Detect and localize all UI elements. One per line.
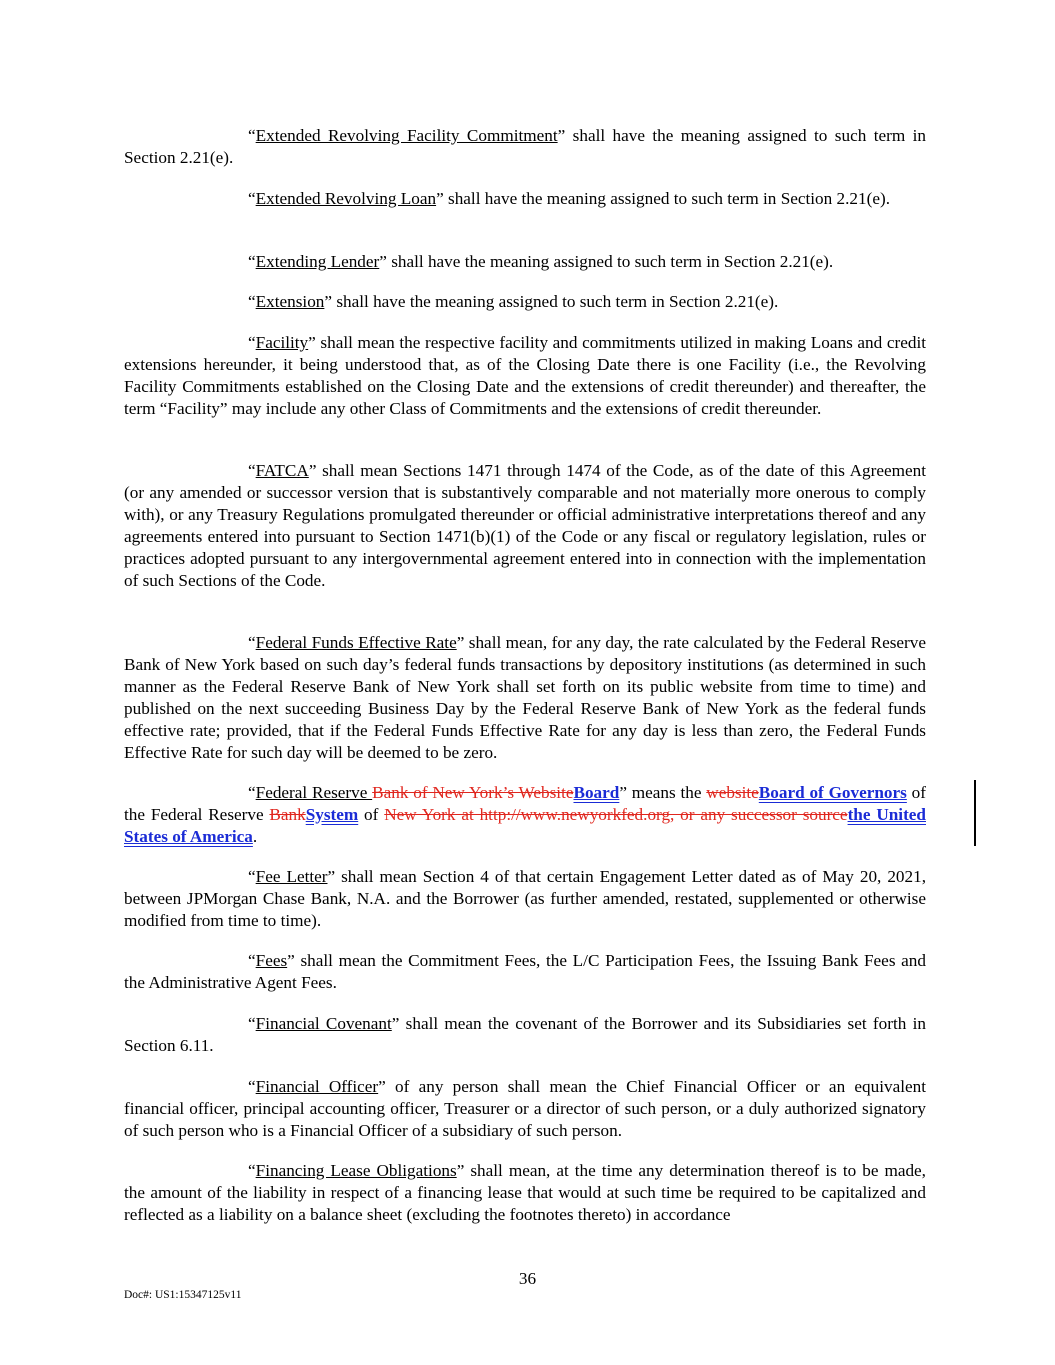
- definition-financing-lease-obligations: “Financing Lease Obligations” shall mean, at the time any determination thereof is to be made, the amount of the liability in respect of a financing lease that would at such time be required to be capitalized and reflected as a liability on a balance sheet (excluding the footnotes thereto) in accordance: [124, 1161, 926, 1224]
- definition-federal-reserve-board-redline: “Federal Reserve Bank of New York’s WebsiteBoard” means the websiteBoard of Governors of the Federal Reserve BankSystem of New York at http://www.newyorkfed.org, or any successor sourcethe United States of America.: [124, 783, 926, 846]
- definition-text: ” shall mean, for any day, the rate calculated by the Federal Reserve Bank of New York based on such day’s federal funds transactions by depository institutions (as determined in such manner as the Federal Reserve Bank of New York shall set forth on its public website from time to time) and published on the next succeeding Business Day by the Federal Reserve Bank of New York as the federal funds effective rate; provided, that if the Federal Funds Effective Rate for any day is less than zero, the Federal Funds Effective Rate for such day will be deemed to be zero.: [124, 633, 926, 762]
- revision-change-bar: [974, 780, 976, 846]
- defined-term: Facility: [255, 333, 309, 352]
- deleted-text: Bank of New York’s Website: [372, 783, 574, 802]
- inserted-text: the United States of America: [124, 805, 926, 846]
- definition-fees: “Fees” shall mean the Commitment Fees, the L/C Participation Fees, the Issuing Bank Fees and the Administrative Agent Fees.: [124, 951, 926, 992]
- definition-text: ” shall mean the respective facility and commitments utilized in making Loans and credit extensions hereunder, it being understood that, as of the Closing Date there is one Facility (i.e., the Revolving Facility Commitments established on the Closing Date and the extensions of credit thereunder) and thereafter, the term “Facility” may include any other Class of Commitments and the extensions of credit thereunder.: [124, 333, 926, 418]
- defined-term: Fees: [255, 951, 288, 970]
- definition-text: ” shall mean, at the time any determination thereof is to be made, the amount of the liability in respect of a financing lease that would at such time be required to be capitalized and reflected as a liability on a balance sheet (excluding the footnotes thereto) in accordance: [124, 1161, 926, 1224]
- defined-term: Extended Revolving Facility Commitment: [255, 126, 558, 145]
- definition-text: ” shall have the meaning assigned to such term in Section 2.21(e).: [324, 292, 779, 311]
- defined-term: Fee Letter: [255, 867, 328, 886]
- definition-fatca: “FATCA” shall mean Sections 1471 through 1474 of the Code, as of the date of this Agreement (or any amended or successor version that is substantively comparable and not materially more onerous to comply with), or any Treasury Regulations promulgated thereunder or official administrative interpretations thereof and any agreements entered into pursuant to Section 1471(b)(1) of the Code or any fiscal or regulatory legislation, rules or practices adopted pursuant to any intergovernmental agreement entered into in connection with the implementation of such Sections of the Code.: [124, 461, 926, 590]
- definition-extended-revolving-facility-commitment: “Extended Revolving Facility Commitment” shall have the meaning assigned to such term in Section 2.21(e).: [124, 126, 926, 167]
- definition-extended-revolving-loan: “Extended Revolving Loan” shall have the meaning assigned to such term in Section 2.21(e).: [248, 189, 890, 208]
- defined-term: Extending Lender: [255, 252, 380, 271]
- defined-term: Federal Funds Effective Rate: [255, 633, 457, 652]
- definition-text: ” shall have the meaning assigned to such term in Section 2.21(e).: [124, 126, 926, 167]
- deleted-text: Bank: [269, 805, 306, 824]
- defined-term: Financing Lease Obligations: [255, 1161, 457, 1180]
- defined-term: Extension: [255, 292, 325, 311]
- definition-extending-lender: “Extending Lender” shall have the meaning assigned to such term in Section 2.21(e).: [248, 252, 834, 271]
- inserted-text: Board: [573, 783, 620, 802]
- definition-text: ” of any person shall mean the Chief Financial Officer or an equivalent financial officer, principal accounting officer, Treasurer or a director of such person, or a duly authorized signatory of such person who is a Financial Officer of a subsidiary of such person.: [124, 1077, 926, 1140]
- definition-federal-funds-effective-rate: “Federal Funds Effective Rate” shall mean, for any day, the rate calculated by the Federal Reserve Bank of New York based on such day’s federal funds transactions by depository institutions (as determined in such manner as the Federal Reserve Bank of New York shall set forth on its public website from time to time) and published on the next succeeding Business Day by the Federal Reserve Bank of New York as the federal funds effective rate; provided, that if the Federal Funds Effective Rate for any day is less than zero, the Federal Funds Effective Rate for such day will be deemed to be zero.: [124, 633, 926, 762]
- definition-text: ” shall mean the Commitment Fees, the L/C Participation Fees, the Issuing Bank Fees and the Administrative Agent Fees.: [124, 951, 926, 992]
- defined-term: Financial Covenant: [255, 1014, 392, 1033]
- definition-text: ” shall mean the covenant of the Borrower and its Subsidiaries set forth in Section 6.11.: [124, 1014, 926, 1055]
- definition-text: ” shall mean Section 4 of that certain Engagement Letter dated as of May 20, 2021, between JPMorgan Chase Bank, N.A. and the Borrower (as further amended, restated, supplemented or otherwise modified from time to time).: [124, 867, 926, 930]
- deleted-text: New York at http://www.newyorkfed.org, or any successor source: [384, 805, 848, 824]
- inserted-text: System: [305, 805, 359, 824]
- defined-term: Federal Reserve: [255, 783, 373, 802]
- definition-text: ” shall mean Sections 1471 through 1474 of the Code, as of the date of this Agreement (or any amended or successor version that is substantively comparable and not materially more onerous to comply with), or any Treasury Regulations promulgated thereunder or official administrative interpretations thereof and any agreements entered into pursuant to Section 1471(b)(1) of the Code or any fiscal or regulatory legislation, rules or practices adopted pursuant to any intergovernmental agreement entered into in connection with the implementation of such Sections of the Code.: [124, 461, 926, 590]
- definition-facility: “Facility” shall mean the respective facility and commitments utilized in making Loans and credit extensions hereunder, it being understood that, as of the Closing Date there is one Facility (i.e., the Revolving Facility Commitments established on the Closing Date and the extensions of credit thereunder) and thereafter, the term “Facility” may include any other Class of Commitments and the extensions of credit thereunder.: [124, 333, 926, 418]
- deleted-text: website: [706, 783, 759, 802]
- defined-term: Extended Revolving Loan: [255, 189, 437, 208]
- definition-financial-covenant: “Financial Covenant” shall mean the covenant of the Borrower and its Subsidiaries set forth in Section 6.11.: [124, 1014, 926, 1055]
- inserted-text: Board of Governors: [758, 783, 907, 802]
- definition-extension: “Extension” shall have the meaning assigned to such term in Section 2.21(e).: [248, 292, 779, 311]
- definition-text: ” shall have the meaning assigned to such term in Section 2.21(e).: [436, 189, 890, 208]
- page-number: 36: [518, 1269, 537, 1288]
- document-id: Doc#: US1:15347125v11: [124, 1289, 242, 1301]
- definition-text: ” shall have the meaning assigned to such term in Section 2.21(e).: [379, 252, 834, 271]
- definition-fee-letter: “Fee Letter” shall mean Section 4 of that certain Engagement Letter dated as of May 20, 2021, between JPMorgan Chase Bank, N.A. and the Borrower (as further amended, restated, supplemented or otherwise modified from time to time).: [124, 867, 926, 930]
- definition-financial-officer: “Financial Officer” of any person shall mean the Chief Financial Officer or an equivalent financial officer, principal accounting officer, Treasurer or a director of such person, or a duly authorized signatory of such person who is a Financial Officer of a subsidiary of such person.: [124, 1077, 926, 1140]
- defined-term: FATCA: [255, 461, 309, 480]
- defined-term: Financial Officer: [255, 1077, 379, 1096]
